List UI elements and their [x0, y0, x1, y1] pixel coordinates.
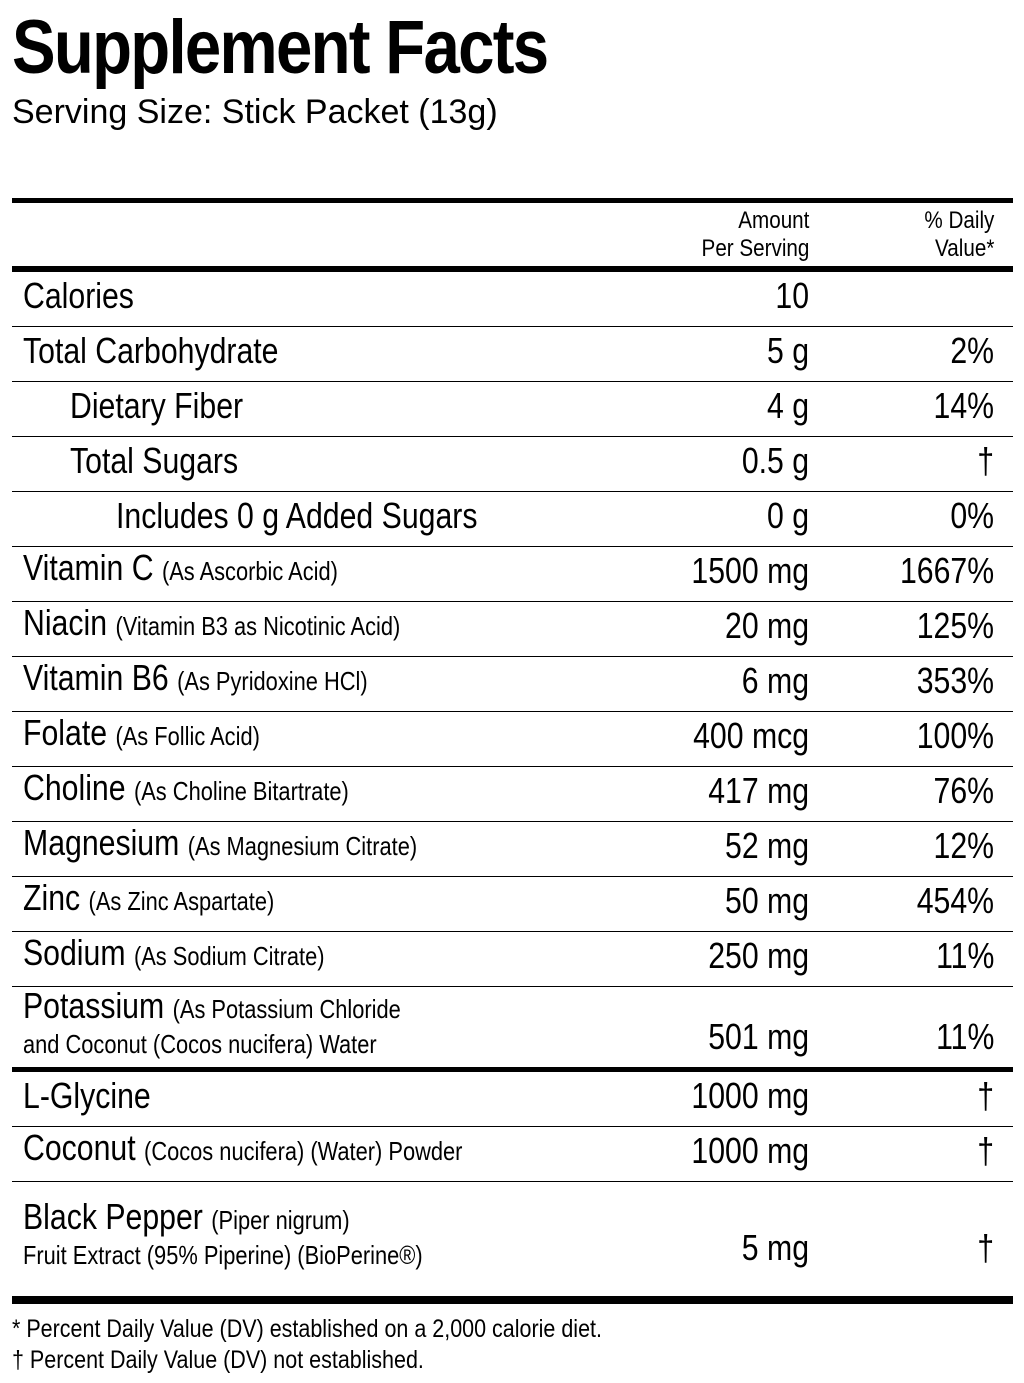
nutrient-detail: (As Pyridoxine HCl): [177, 666, 368, 696]
bottom-rule: [12, 1296, 1013, 1304]
nutrient-amount: 0 g: [766, 495, 809, 536]
nutrient-amount: 1500 mg: [691, 550, 809, 591]
table-row: [12, 767, 1013, 822]
nutrient-name: Calories: [23, 275, 134, 316]
ingredient-detail-line2: Fruit Extract (95% Piperine) (BioPerine®): [23, 1240, 423, 1270]
table-row: [12, 1072, 1013, 1127]
nutrient-dv: 0%: [950, 495, 994, 536]
nutrient-detail: (Vitamin B3 as Nicotinic Acid): [115, 611, 401, 641]
nutrient-detail: (As Zinc Aspartate): [88, 886, 275, 916]
nutrient-amount: 6 mg: [741, 660, 809, 701]
nutrient-dv: 454%: [916, 880, 994, 921]
nutrient-name: Total Sugars: [70, 440, 239, 481]
nutrient-name-cell: [23, 658, 368, 701]
nutrient-name-cell: [23, 768, 349, 811]
nutrient-name: Niacin: [23, 602, 108, 643]
table-row: [12, 657, 1013, 712]
nutrient-name: Potassium: [23, 985, 165, 1026]
nutrient-name-cell: [23, 823, 417, 866]
ingredient-amount: 1000 mg: [691, 1075, 809, 1116]
header-daily-value: [924, 207, 994, 263]
ingredient-amount: 1000 mg: [691, 1130, 809, 1171]
table-row: [12, 327, 1013, 382]
table-row: [12, 492, 1013, 547]
nutrient-name: Total Carbohydrate: [23, 330, 279, 371]
nutrient-name: Vitamin C: [23, 547, 154, 588]
ingredient-name: L-Glycine: [23, 1075, 151, 1116]
nutrient-dv: 76%: [933, 770, 994, 811]
nutrient-dv: 14%: [933, 385, 994, 426]
nutrient-name: Choline: [23, 767, 126, 808]
header-amount: [701, 207, 809, 263]
nutrient-amount: 417 mg: [708, 770, 809, 811]
nutrient-name-cell: [23, 548, 338, 591]
nutrient-dv: 12%: [933, 825, 994, 866]
nutrient-amount: 501 mg: [708, 1016, 809, 1057]
ingredient-amount: 5 mg: [741, 1227, 809, 1268]
nutrient-name-cell: [23, 878, 274, 921]
facts-table: [12, 272, 1013, 1278]
table-row: [12, 1182, 1013, 1278]
nutrient-name: Vitamin B6: [23, 657, 169, 698]
nutrient-dv: †: [977, 440, 994, 481]
nutrient-amount: 20 mg: [724, 605, 809, 646]
footnote-dv-established: * Percent Daily Value (DV) established on a 2,000 calorie diet.: [12, 1315, 602, 1343]
nutrient-name-cell: [23, 713, 260, 756]
nutrient-name: Magnesium: [23, 822, 180, 863]
header-dv-line1: % Daily: [924, 207, 994, 234]
ingredient-dv: †: [977, 1075, 994, 1116]
table-row: [12, 1127, 1013, 1182]
panel-title: Supplement Facts: [12, 5, 548, 90]
nutrient-detail: (As Potassium Chloride: [172, 994, 401, 1024]
nutrient-dv: 1667%: [899, 550, 994, 591]
nutrient-amount: 0.5 g: [741, 440, 809, 481]
nutrient-dv: 11%: [935, 1016, 994, 1057]
nutrient-detail: (As Choline Bitartrate): [133, 776, 349, 806]
nutrient-dv: 2%: [950, 330, 994, 371]
header-amount-line2: Per Serving: [701, 235, 809, 262]
nutrient-name: Sodium: [23, 932, 126, 973]
nutrient-dv: 353%: [916, 660, 994, 701]
nutrient-dv: 125%: [916, 605, 994, 646]
ingredient-dv: †: [977, 1227, 994, 1268]
top-rule: [12, 198, 1013, 203]
table-row: [12, 822, 1013, 877]
nutrient-detail: (As Magnesium Citrate): [187, 831, 418, 861]
nutrient-detail: (As Ascorbic Acid): [161, 556, 338, 586]
nutrient-detail: (As Sodium Citrate): [133, 941, 325, 971]
table-row: [12, 932, 1013, 987]
ingredient-name: Black Pepper: [23, 1196, 203, 1237]
nutrient-name-cell: [23, 603, 400, 646]
table-row: [12, 272, 1013, 327]
table-row: [12, 877, 1013, 932]
nutrient-name: Zinc: [23, 877, 81, 918]
table-row: [12, 547, 1013, 602]
nutrient-amount: 4 g: [766, 385, 809, 426]
table-row: [12, 987, 1013, 1072]
ingredient-name-cell: [23, 1128, 462, 1171]
ingredient-detail: (Cocos nucifera) (Water) Powder: [144, 1136, 463, 1166]
table-row: [12, 437, 1013, 492]
nutrient-name-cell: [23, 933, 324, 976]
nutrient-name: Includes 0 g Added Sugars: [116, 495, 478, 536]
nutrient-name-cell: [23, 986, 401, 1059]
nutrient-name: Dietary Fiber: [70, 385, 244, 426]
nutrient-detail: (As Follic Acid): [115, 721, 260, 751]
nutrient-amount: 400 mcg: [693, 715, 809, 756]
nutrient-dv: 100%: [916, 715, 994, 756]
ingredient-detail: (Piper nigrum): [211, 1205, 350, 1235]
nutrient-amount: 52 mg: [724, 825, 809, 866]
ingredient-name: Coconut: [23, 1127, 136, 1168]
nutrient-amount: 50 mg: [724, 880, 809, 921]
table-row: [12, 382, 1013, 437]
table-row: [12, 712, 1013, 767]
nutrient-amount: 250 mg: [708, 935, 809, 976]
ingredient-name-cell: [23, 1197, 423, 1270]
ingredient-dv: †: [977, 1130, 994, 1171]
header-amount-line1: Amount: [737, 207, 809, 234]
serving-size: Serving Size: Stick Packet (13g): [12, 93, 498, 131]
nutrient-detail-line2: and Coconut (Cocos nucifera) Water: [23, 1029, 377, 1059]
header-dv-line2: Value*: [934, 235, 994, 262]
nutrient-dv: 11%: [935, 935, 994, 976]
footnote-dv-not-established: † Percent Daily Value (DV) not established.: [12, 1346, 424, 1374]
table-row: [12, 602, 1013, 657]
nutrient-amount: 10: [775, 275, 809, 316]
nutrient-name: Folate: [23, 712, 108, 753]
nutrient-amount: 5 g: [766, 330, 809, 371]
